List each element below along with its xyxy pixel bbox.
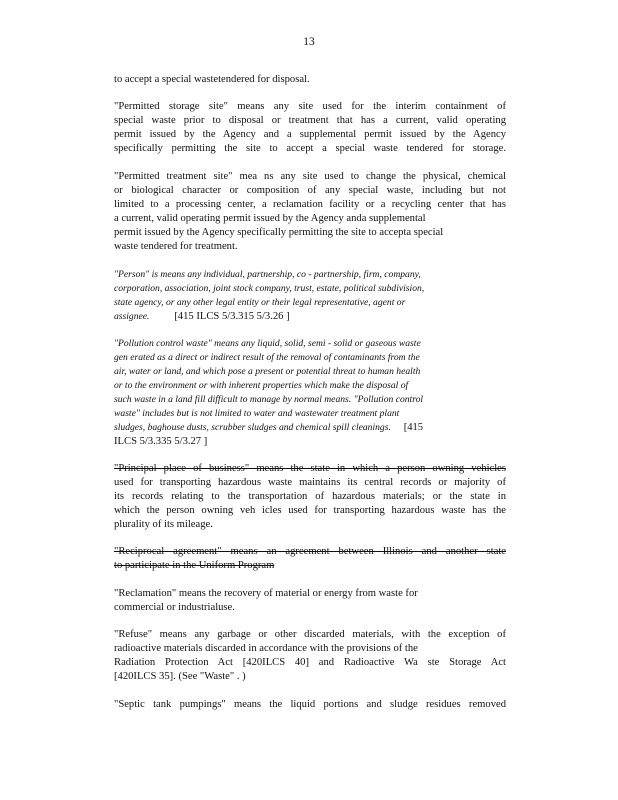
definition-refuse <box>114 628 506 684</box>
definition-reclamation <box>114 587 506 615</box>
struck-text-line: to participate in the Uniform Program <box>114 560 275 571</box>
text-line: which the person owning veh icles used for transporting hazardous waste has the <box>114 505 506 516</box>
text-line: "Person" is means any individual, partnership, co - partnership, firm, company, <box>114 269 421 280</box>
text-line: permit issued by the Agency specifically permitting the site to accepta special <box>114 227 444 238</box>
struck-text-line: "Principal place of business" means the state in which a person owning vehicles <box>114 463 506 474</box>
definition-principal-place-of-business <box>114 462 506 532</box>
text-line: [420ILCS 35]. (See "Waste" . ) <box>114 671 246 682</box>
text-fragment: sludges, baghouse dusts, scrubber sludges and chemical spill cleanings. <box>114 422 391 433</box>
text-line: such waste in a land fill difficult to manage by normal means. "Pollution control <box>114 394 424 405</box>
text-line: plurality of its mileage. <box>114 519 213 530</box>
text-line: to accept a special wastetendered for disposal. <box>114 74 310 85</box>
text-line: state agency, or any other legal entity or their legal representative, agent or <box>114 297 406 308</box>
text-line: waste tendered for treatment. <box>114 241 238 252</box>
text-line: corporation, association, joint stock company, trust, estate, political subdivision, <box>114 283 425 294</box>
statute-citation: [415 <box>403 422 424 433</box>
struck-text-line: "Reciprocal agreement" means an agreement between Illinois and another state <box>114 546 506 557</box>
text-line: radioactive materials discarded in accordance with the provisions of the <box>114 643 418 654</box>
text-line <box>114 310 506 324</box>
text-line: Radiation Protection Act [420ILCS 40] and Radioactive Wa ste Storage Act <box>114 657 506 668</box>
statute-citation: ILCS 5/3.335 5/3.27 ] <box>114 436 208 447</box>
definition-pollution-control-waste <box>114 337 506 449</box>
text-line: "Refuse" means any garbage or other discarded materials, with the exception of <box>114 629 506 640</box>
text-line: waste" includes but is not limited to water and wastewater treatment plant <box>114 408 400 419</box>
text-line: permit issued by the Agency and a supplemental permit issued by the Agency <box>114 129 506 140</box>
text-line: "Permitted storage site" means any site used for the interim containment of <box>114 101 506 112</box>
text-line: air, water or land, and which pose a present or potential threat to human health <box>114 366 421 377</box>
definition-person <box>114 268 506 324</box>
text-line: "Reclamation" means the recovery of material or energy from waste for <box>114 588 418 599</box>
text-line: gen erated as a direct or indirect result of the removal of contaminants from the <box>114 352 420 363</box>
definition-reciprocal-agreement <box>114 545 506 573</box>
text-line: limited to a processing center, a reclamation facility or a recycling center that has <box>114 199 506 210</box>
text-line: "Septic tank pumpings" means the liquid portions and sludge residues removed <box>114 699 506 710</box>
text-line <box>114 421 506 435</box>
text-line: commercial or industrialuse. <box>114 602 235 613</box>
paragraph-continuation <box>114 73 506 87</box>
definition-permitted-treatment-site <box>114 170 506 254</box>
text-line <box>114 435 506 449</box>
text-line: used for transporting hazardous waste maintains its central records or majority of <box>114 477 506 488</box>
text-line: "Pollution control waste" means any liquid, solid, semi - solid or gaseous waste <box>114 338 421 349</box>
page-number: 13 <box>303 36 315 48</box>
text-line: its records relating to the transportation of hazardous materials; or the state in <box>114 491 506 502</box>
statute-citation: [415 ILCS 5/3.315 5/3.26 ] <box>174 311 290 322</box>
text-line: "Permitted treatment site" mea ns any site used to change the physical, chemical <box>114 171 506 182</box>
text-line: specifically permitting the site to accept a special waste tendered for storage. <box>114 143 506 154</box>
definition-permitted-storage-site <box>114 100 506 156</box>
text-line: or to the environment or with inherent properties which make the disposal of <box>114 380 409 391</box>
text-line: special waste prior to disposal or treatment that has a current, valid operating <box>114 115 506 126</box>
text-line: or biological character or composition of any special waste, including but not <box>114 185 506 196</box>
text-fragment: assignee. <box>114 311 150 322</box>
definition-septic-tank-pumpings <box>114 698 506 712</box>
text-line: a current, valid operating permit issued by the Agency anda supplemental <box>114 213 426 224</box>
